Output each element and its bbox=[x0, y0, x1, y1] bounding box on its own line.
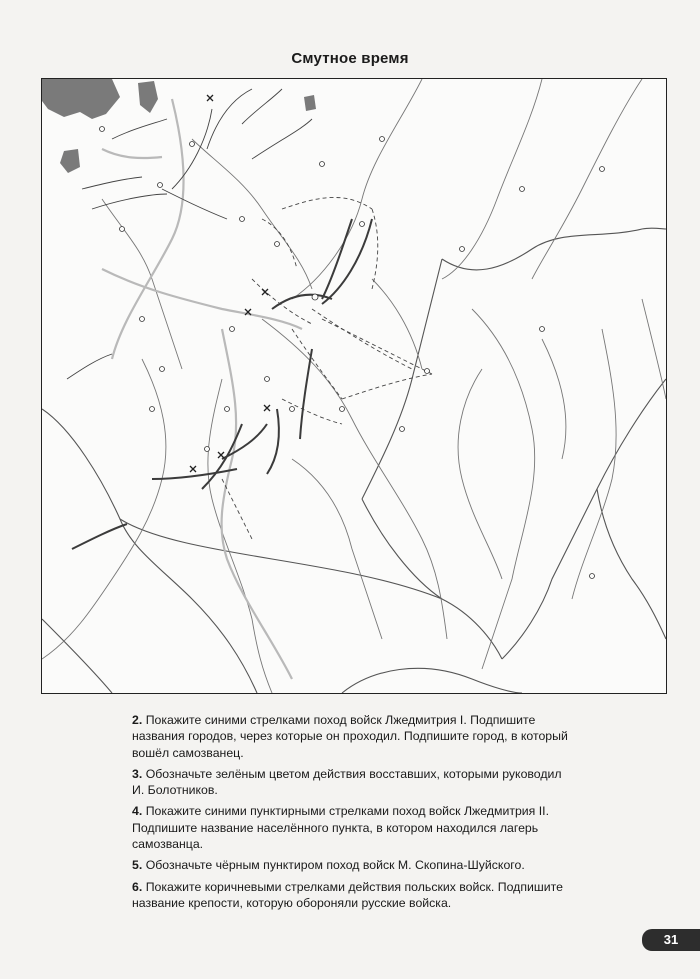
page-title: Смутное время bbox=[291, 50, 409, 67]
task-text: Обозначьте чёрным пунктиром поход войск М. Скопина-Шуйского. bbox=[145, 858, 525, 873]
borders bbox=[42, 228, 666, 693]
lake-ilmen bbox=[60, 149, 80, 173]
task-number: 2. bbox=[132, 713, 143, 727]
task-number: 5. bbox=[132, 858, 143, 873]
lake-white bbox=[304, 95, 316, 111]
task-item bbox=[132, 857, 572, 873]
map-drawing bbox=[42, 79, 666, 693]
task-item bbox=[132, 803, 572, 852]
light-routes bbox=[102, 99, 302, 679]
battle-marks bbox=[190, 95, 270, 472]
task-list bbox=[132, 712, 572, 916]
lake-ladoga bbox=[42, 79, 120, 119]
task-item bbox=[132, 766, 572, 799]
task-number: 6. bbox=[132, 879, 143, 894]
page-number-badge: 31 bbox=[642, 929, 700, 951]
dark-routes bbox=[72, 219, 372, 549]
towns bbox=[100, 127, 605, 579]
rivers bbox=[42, 79, 666, 693]
dashed-routes bbox=[222, 197, 432, 539]
task-text: Покажите коричневыми стрелками действия польских войск. Подпишите название крепости, которую обороняли русские войска. bbox=[132, 879, 563, 910]
task-text: Покажите синими стрелками поход войск Лжедмитрия I. Подпишите названия городов, через которые он проходил. Подпишите город, в который вошёл самозванец. bbox=[132, 713, 568, 760]
contour-map bbox=[41, 78, 667, 694]
thin-routes bbox=[67, 89, 312, 379]
task-text: Покажите синими пунктирными стрелками поход войск Лжедмитрия II. Подпишите название населённого пункта, в котором находился лагерь самозванца. bbox=[132, 804, 549, 852]
task-item bbox=[132, 879, 572, 912]
task-number: 4. bbox=[132, 804, 143, 819]
task-text: Обозначьте зелёным цветом действия восставших, которыми руководил И. Болотников. bbox=[132, 766, 562, 798]
task-item bbox=[132, 712, 572, 761]
task-number: 3. bbox=[132, 766, 143, 781]
lake-onega bbox=[138, 81, 158, 113]
